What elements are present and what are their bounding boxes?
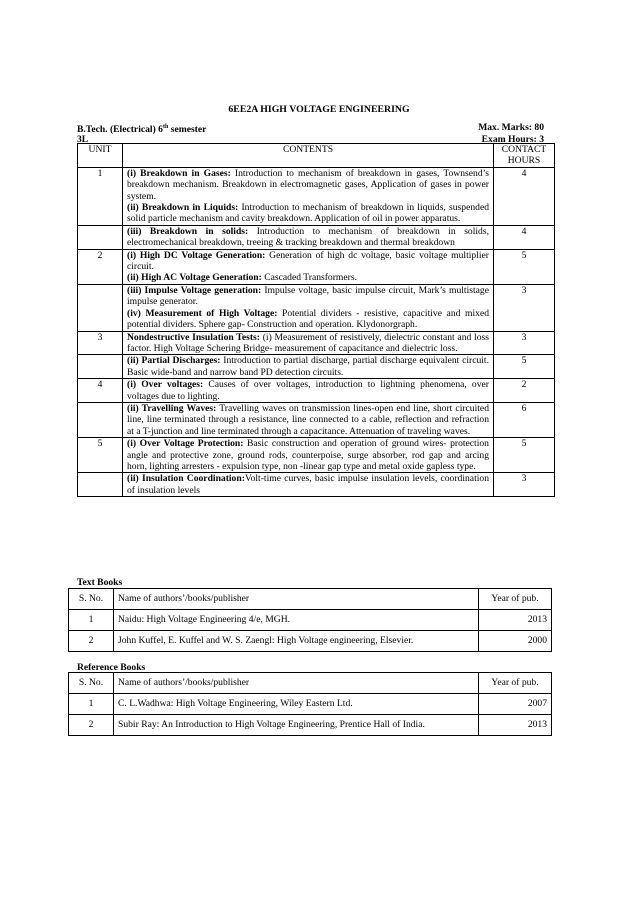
- topic-heading: (i) High DC Voltage Generation:: [127, 249, 266, 261]
- syllabus-row: [78, 249, 555, 284]
- topic-heading: (ii) Breakdown in Liquids:: [127, 202, 239, 214]
- book-name-cell: John Kuffel, E. Kuffel and W. S. Zaengl: High Voltage engineering, Elsevier.: [114, 631, 479, 652]
- topic-text: Potential dividers - resistive, capacitive and mixed potential dividers. Sphere gap- Construction and operation. Klydonorgraph.: [127, 307, 490, 331]
- reference-books-header-row: [69, 673, 552, 694]
- contents-cell: [123, 355, 494, 379]
- topic-text: Introduction to partial discharge, partial discharge equivalent circuit. Basic wide-band and narrow band PD detection circuits.: [127, 355, 489, 378]
- topic-heading: (iii) Impulse Voltage generation:: [127, 284, 262, 296]
- course-sup: th: [162, 124, 169, 130]
- topic-heading: (ii) Partial Discharges:: [127, 355, 221, 367]
- year-cell: 2000: [479, 631, 552, 652]
- sno-cell: 1: [69, 610, 114, 631]
- topic-text: Generation of high dc voltage, basic voltage multiplier circuit.: [127, 249, 489, 273]
- topic-paragraph: [127, 438, 489, 472]
- sno-cell: 2: [69, 631, 114, 652]
- hours-cell: 3: [494, 284, 555, 331]
- topic-heading: (iv) Measurement of High Voltage:: [127, 307, 278, 319]
- topic-heading: (i) Over Voltage Protection:: [127, 438, 244, 450]
- year-cell: 2013: [479, 715, 552, 736]
- contents-cell: [123, 225, 494, 249]
- course-line: [77, 122, 206, 136]
- contents-cell: [123, 167, 494, 225]
- col-hours-line1: CONTACT: [501, 144, 547, 155]
- hours-cell: 6: [494, 402, 555, 437]
- table-row: [69, 631, 552, 652]
- col-year: Year of pub.: [479, 673, 552, 694]
- topic-text: Introduction to mechanism of breakdown in gases, Townsend’s breakdown mechanism. Breakdown in electromagnetic gases, Application of gases in power system.: [127, 167, 490, 202]
- syllabus-row: [78, 167, 555, 225]
- hours-cell: 3: [494, 331, 555, 355]
- unit-cell: [78, 355, 123, 379]
- exam-hours: Exam Hours: 3: [481, 134, 544, 145]
- col-name: Name of authors’/books/publisher: [114, 673, 479, 694]
- topic-text: Introduction to mechanism of breakdown in liquids, suspended solid particle mechanism and cavity breakdown. Application of oil in power apparatus.: [127, 202, 489, 225]
- unit-cell: 2: [78, 249, 123, 284]
- contents-cell: [123, 249, 494, 284]
- syllabus-row: [78, 284, 555, 331]
- unit-cell: 4: [78, 379, 123, 403]
- book-name-cell: Naidu: High Voltage Engineering 4/e, MGH.: [114, 610, 479, 631]
- course-name: B.Tech. (Electrical) 6: [77, 124, 163, 136]
- col-unit: UNIT: [78, 144, 123, 168]
- col-contents: CONTENTS: [123, 144, 494, 168]
- topic-paragraph: [127, 403, 489, 437]
- topic-text: Impulse voltage, basic impulse circuit, Mark’s multistage impulse generator.: [127, 284, 489, 308]
- syllabus-table: [77, 143, 555, 497]
- year-cell: 2013: [479, 610, 552, 631]
- topic-heading: (ii) Insulation Coordination:: [127, 473, 245, 485]
- unit-cell: [78, 225, 123, 249]
- col-year: Year of pub.: [479, 589, 552, 610]
- text-books-table: [68, 588, 552, 652]
- contents-cell: [123, 284, 494, 331]
- year-cell: 2007: [479, 694, 552, 715]
- hours-cell: 4: [494, 225, 555, 249]
- col-sno: S. No.: [69, 589, 114, 610]
- max-marks: Max. Marks: 80: [478, 122, 544, 133]
- hours-cell: 5: [494, 438, 555, 473]
- topic-heading: (ii) Travelling Waves:: [127, 402, 217, 414]
- unit-cell: 5: [78, 438, 123, 473]
- syllabus-row: [78, 402, 555, 437]
- topic-text: Basic construction and operation of ground wires- protection angle and protective zone, ground rods, counterpoise, surge absorber, rod gap and arcing horn, lighting arresters - expulsion type, non -linear gap type and metal oxide gapless type.: [127, 438, 489, 472]
- topic-paragraph: [127, 355, 489, 378]
- topic-heading: Nondestructive Insulation Tests:: [127, 331, 260, 343]
- sno-cell: 1: [69, 694, 114, 715]
- unit-cell: [78, 473, 123, 497]
- topic-paragraph: [127, 473, 489, 496]
- reference-books-table: [68, 672, 552, 736]
- hours-cell: 5: [494, 355, 555, 379]
- book-name-cell: Subir Ray: An Introduction to High Voltage Engineering, Prentice Hall of India.: [114, 715, 479, 736]
- topic-paragraph: [127, 308, 489, 331]
- table-row: [69, 715, 552, 736]
- unit-cell: [78, 284, 123, 331]
- course-suffix: semester: [168, 124, 207, 136]
- contents-cell: [123, 402, 494, 437]
- reference-books-heading: Reference Books: [77, 662, 146, 673]
- text-books-heading: Text Books: [77, 577, 123, 588]
- topic-paragraph: [127, 250, 489, 273]
- col-hours-line2: HOURS: [507, 155, 541, 167]
- syllabus-row: [78, 379, 555, 403]
- hours-cell: 2: [494, 379, 555, 403]
- hours-cell: 4: [494, 167, 555, 225]
- topic-text: Travelling waves on transmission lines-open end line, short circuited line, line terminated through a resistance, line connected to a cable, reflection and refraction at a T-junction and line terminated through a capacitance. Attenuation of traveling waves.: [127, 402, 489, 437]
- syllabus-row: [78, 438, 555, 473]
- col-name: Name of authors’/books/publisher: [114, 589, 479, 610]
- topic-paragraph: [127, 285, 489, 308]
- topic-paragraph: [127, 332, 489, 355]
- page-title: 6EE2A HIGH VOLTAGE ENGINEERING: [228, 104, 410, 115]
- col-hours: [494, 144, 555, 168]
- syllabus-body: [78, 167, 555, 496]
- syllabus-row: [78, 355, 555, 379]
- contents-cell: [123, 473, 494, 497]
- unit-cell: 3: [78, 331, 123, 355]
- unit-cell: 1: [78, 167, 123, 225]
- hours-cell: 5: [494, 249, 555, 284]
- topic-paragraph: [127, 272, 489, 283]
- topic-text: Volt-time curves, basic impulse insulation levels, coordination of insulation levels: [127, 473, 489, 496]
- contents-cell: [123, 331, 494, 355]
- topic-heading: (i) Over voltages:: [127, 379, 204, 391]
- topic-paragraph: [127, 226, 489, 249]
- syllabus-row: [78, 473, 555, 497]
- topic-text: Introduction to mechanism of breakdown in solids, electromechanical breakdown, treeing & tracking breakdown and thermal breakdown: [127, 225, 489, 249]
- table-row: [69, 694, 552, 715]
- hours-cell: 3: [494, 473, 555, 497]
- topic-paragraph: [127, 379, 489, 402]
- table-row: [69, 610, 552, 631]
- topic-text: Causes of over voltages, introduction to lightning phenomena, over voltages due to lighting.: [127, 379, 489, 402]
- col-sno: S. No.: [69, 673, 114, 694]
- contents-cell: [123, 379, 494, 403]
- topic-paragraph: [127, 202, 489, 225]
- book-name-cell: C. L.Wadhwa: High Voltage Engineering, Wiley Eastern Ltd.: [114, 694, 479, 715]
- topic-heading: (iii) Breakdown in solids:: [127, 225, 249, 237]
- syllabus-header-row: [78, 144, 555, 168]
- topic-heading: (ii) High AC Voltage Generation:: [127, 272, 262, 284]
- contents-cell: [123, 438, 494, 473]
- syllabus-row: [78, 331, 555, 355]
- credits: 3L: [77, 134, 89, 145]
- topic-paragraph: [127, 168, 489, 202]
- topic-heading: (i) Breakdown in Gases:: [127, 167, 231, 179]
- text-books-header-row: [69, 589, 552, 610]
- topic-text: Cascaded Transformers.: [261, 272, 357, 284]
- sno-cell: 2: [69, 715, 114, 736]
- syllabus-row: [78, 225, 555, 249]
- unit-cell: [78, 402, 123, 437]
- topic-text: (i) Measurement of resistively, dielectric constant and loss factor. High Voltage Schering Bridge- measurement of capacitance and dielectric loss.: [127, 331, 489, 354]
